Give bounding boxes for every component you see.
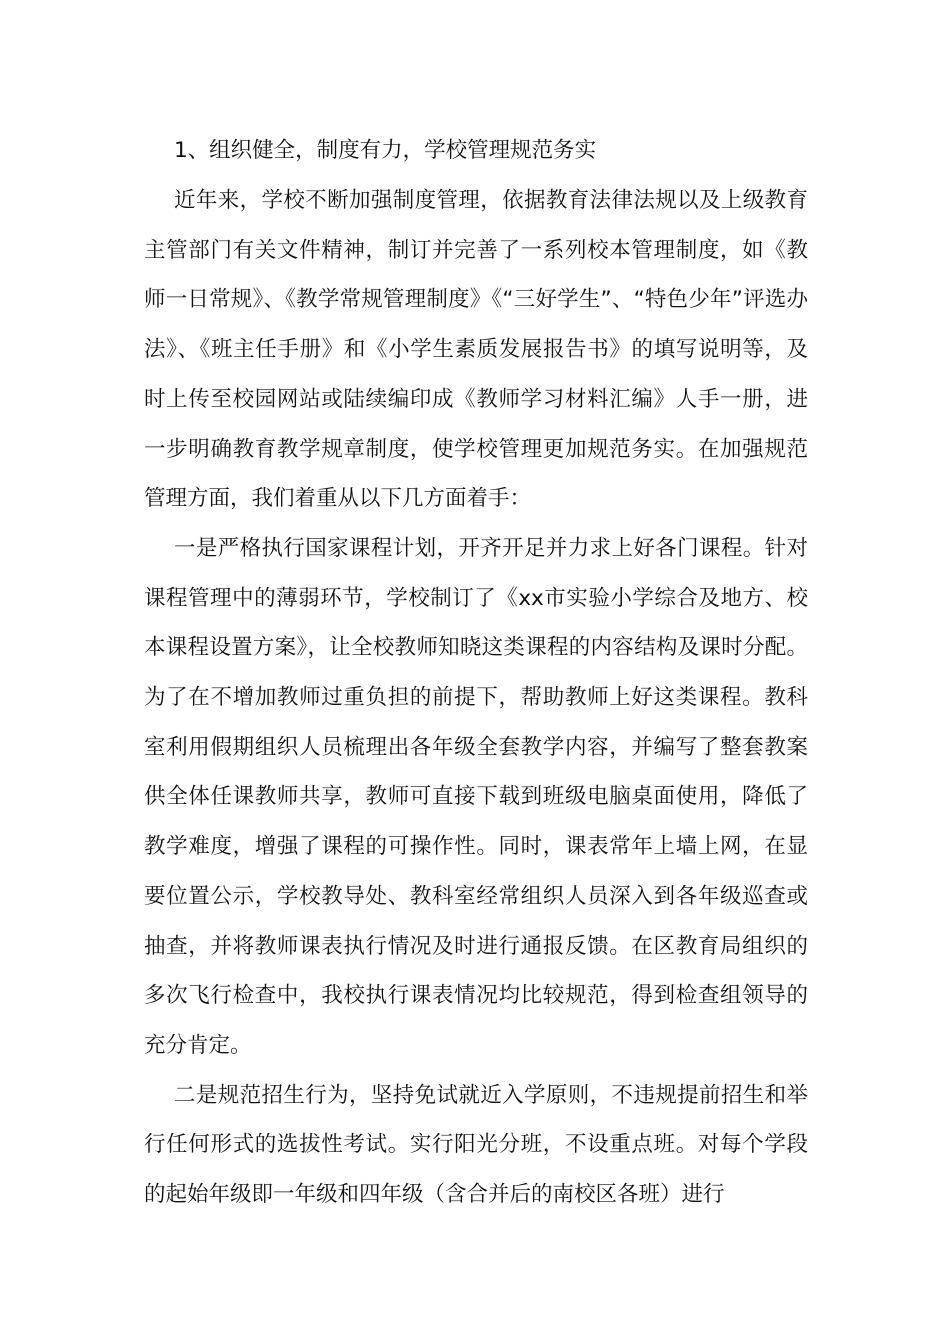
document-body [144, 126, 808, 1220]
section-heading: 1、组织健全，制度有力，学校管理规范务实 [174, 138, 597, 163]
paragraph-curriculum: 一是严格执行国家课程计划，开齐开足并力求上好各门课程。针对课程管理中的薄弱环节，学校制订了《xx市实验小学综合及地方、校本课程设置方案》，让全校教师知晓这类课程的内容结构及课时分配。为了在不增加教师过重负担的前提下，帮助教师上好这类课程。教科室利用假期组织人员梳理出各年级全套教学内容，并编写了整套教案供全体任课教师共享，教师可直接下载到班级电脑桌面使用，降低了教学难度，增强了课程的可操作性。同时，课表常年上墙上网，在显要位置公示，学校教导处、教科室经常组织人员深入到各年级巡查或抽查，并将教师课表执行情况及时进行通报反馈。在区教育局组织的多次飞行检查中，我校执行课表情况均比较规范，得到检查组领导的充分肯定。 [144, 535, 808, 1058]
paragraph-enrollment: 二是规范招生行为，坚持免试就近入学原则，不违规提前招生和举行任何形式的选拔性考试。实行阳光分班，不设重点班。对每个学段的起始年级即一年级和四年级（含合并后的南校区各班）进行 [144, 1082, 808, 1208]
paragraph-intro: 近年来，学校不断加强制度管理，依据教育法律法规以及上级教育主管部门有关文件精神，制订并完善了一系列校本管理制度，如《教师一日常规》、《教学常规管理制度》《“三好学生”、“特色少年”评选办法》、《班主任手册》和《小学生素质发展报告书》的填写说明等，及时上传至校园网站或陆续编印成《教师学习材料汇编》人手一册，进一步明确教育教学规章制度，使学校管理更加规范务实。在加强规范管理方面，我们着重从以下几方面着手： [144, 188, 808, 512]
